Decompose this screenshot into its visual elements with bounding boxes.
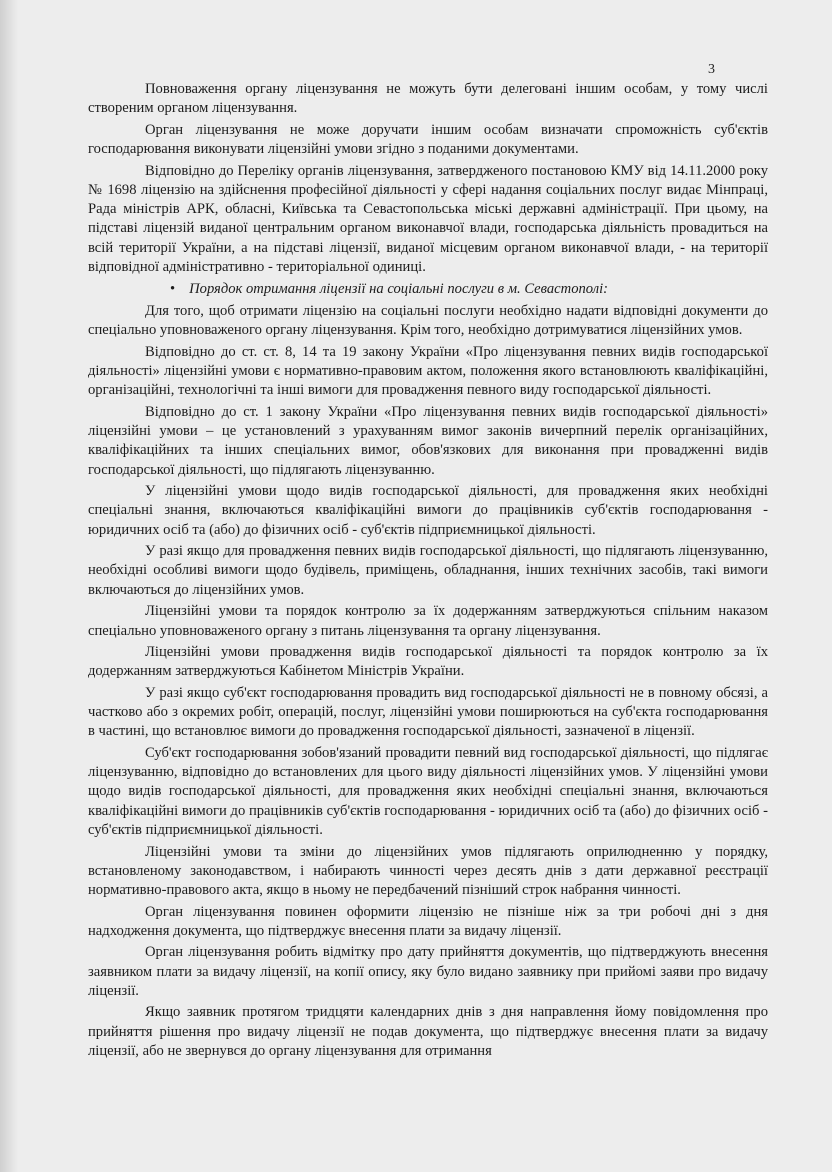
paragraph: У ліцензійні умови щодо видів господарської діяльності, для провадження яких необхідні спеціальні знання, включаються кваліфікаційні вимоги до працівників суб'єктів господарювання - юридичних осіб та (або) до фізичних осіб - суб'єктів підприємницької діяльності. xyxy=(88,483,768,538)
paragraph: Ліцензійні умови та зміни до ліцензійних умов підлягають оприлюдненню у порядку, встановленому законодавством, і набирають чинності через десять днів з дати державної реєстрації нормативно-правового акта, якщо в ньому не передбачений пізніший строк набрання чинності. xyxy=(88,843,768,899)
paragraph: Ліцензійні умови та порядок контролю за їх додержанням затверджуються спільним наказом спеціально уповноваженого органу з питань ліцензування та органу ліцензування. xyxy=(88,603,768,639)
paragraph: У разі якщо для провадження певних видів господарської діяльності, що підлягають ліцензуванню, необхідні особливі вимоги щодо будівель, приміщень, обладнання, інших технічних засобів, такі вимоги включаються до ліцензійних умов. xyxy=(88,543,768,598)
section-heading-text: Порядок отримання ліцензії на соціальні послуги в м. Севастополі: xyxy=(189,280,608,297)
paragraph: Відповідно до Переліку органів ліцензування, затвердженого постановою КМУ від 14.11.2000 року № 1698 ліцензію на здійснення професійної діяльності у сфері надання соціальних послуг видає Мінпраці, Рада міністрів АРК, обласні, Київська та Севастопольська міські державні адміністрації. При цьому, на підставі ліцензій виданої центральним органом виконавчої влади, господарська діяльність провадиться на всій території України, а на підставі ліцензії, виданої місцевим органом виконавчої влади, - на території відповідної адміністративно - територіальної одиниці. xyxy=(88,162,768,276)
section-heading xyxy=(88,280,768,299)
document-body xyxy=(88,80,768,1061)
paragraph: Для того, щоб отримати ліцензію на соціальні послуги необхідно надати відповідні документи до спеціально уповноваженого органу ліцензування. Крім того, необхідно дотримуватися ліцензійних умов. xyxy=(88,302,768,339)
paragraph: Орган ліцензування повинен оформити ліцензію не пізніше ніж за три робочі дні з дня надходження документа, що підтверджує внесення плати за видачу ліцензії. xyxy=(88,903,768,939)
paragraph: Орган ліцензування робить відмітку про дату прийняття документів, що підтверджують внесення заявником плати за видачу ліцензії, на копії опису, яку було видано заявнику при прийомі заяви про видачу ліцензії. xyxy=(88,944,768,999)
page-number: 3 xyxy=(708,62,715,77)
bullet-marker: • xyxy=(170,280,176,297)
paragraph: Суб'єкт господарювання зобов'язаний провадити певний вид господарської діяльності, що підлягає ліцензуванню, відповідно до встановлених для цього виду діяльності ліцензійних умов. У ліцензійні умови щодо видів господарської діяльності, для провадження яких необхідні спеціальні знання, включаються кваліфікаційні вимоги до працівників суб'єктів господарювання - юридичних осіб та (або) до фізичних осіб - суб'єктів підприємницької діяльності. xyxy=(88,744,768,839)
paragraph: Ліцензійні умови провадження видів господарської діяльності та порядок контролю за їх додержанням затверджуються Кабінетом Міністрів України. xyxy=(88,644,768,680)
paragraph: Відповідно до ст. 1 закону України «Про ліцензування певних видів господарської діяльності» ліцензійні умови – це установлений з урахуванням вимог законів вичерпний перелік організаційних, кваліфікаційних та інших спеціальних вимог, обов'язкових для виконання при провадженні видів господарської діяльності, що підлягають ліцензуванню. xyxy=(88,403,768,478)
paragraph: Якщо заявник протягом тридцяти календарних днів з дня направлення йому повідомлення про прийняття рішення про видачу ліцензії не подав документа, що підтверджує внесення плати за видачу ліцензії, або не звернувся до органу ліцензування для отримання xyxy=(88,1004,768,1060)
paragraph: Повноваження органу ліцензування не можуть бути делеговані іншим особам, у тому числі створеним органом ліцензування. xyxy=(88,81,768,117)
paragraph: Орган ліцензування не може доручати іншим особам визначати спроможність суб'єктів господарювання виконувати ліцензійні умови згідно з поданими документами. xyxy=(88,121,768,158)
paragraph: У разі якщо суб'єкт господарювання провадить вид господарської діяльності не в повному обсязі, а частково або з окремих робіт, операцій, послуг, ліцензійні умови поширюються на суб'єкта господарювання в частині, що встановлює вимоги до провадження господарської діяльності, зазначеної в ліцензії. xyxy=(88,684,768,740)
paragraph: Відповідно до ст. ст. 8, 14 та 19 закону України «Про ліцензування певних видів господарської діяльності» ліцензійні умови є нормативно-правовим актом, положення якого встановлюють кваліфікаційні, організаційні, технологічні та інші вимоги для провадження певного виду господарської діяльності. xyxy=(88,343,768,399)
